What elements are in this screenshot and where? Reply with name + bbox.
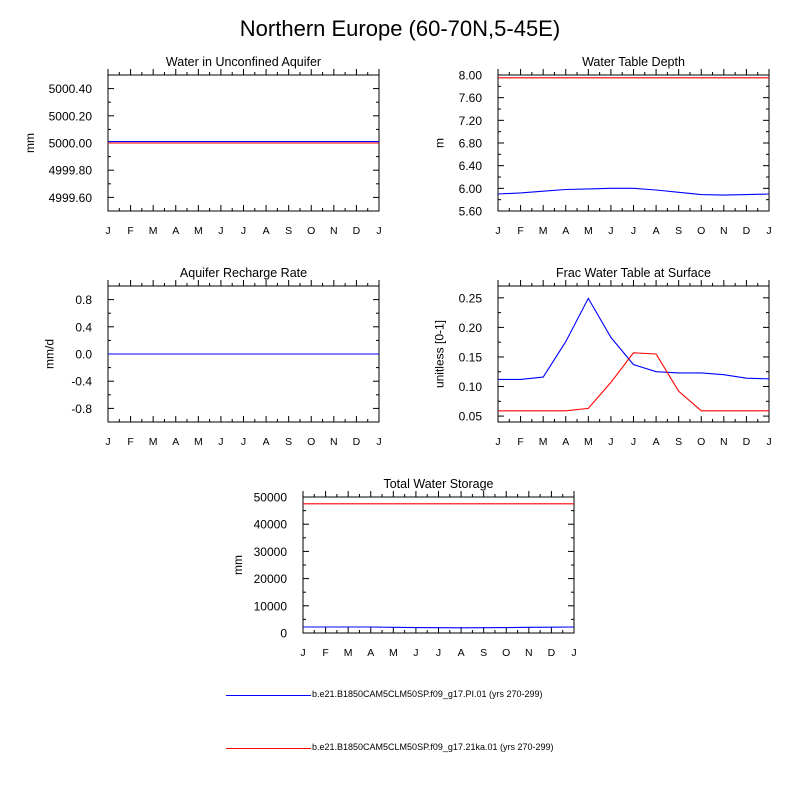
x-tick-label: J [630,436,637,448]
x-tick-label: O [307,225,316,237]
series-line [498,353,769,411]
x-tick-label: S [285,225,293,237]
y-tick-label: 6.80 [458,136,482,151]
y-tick-label: 30000 [253,544,287,559]
x-tick-label: M [343,647,353,659]
x-tick-label: A [262,225,270,237]
x-tick-label: N [720,436,728,448]
x-tick-label: D [742,225,751,237]
x-tick-label: J [413,647,419,659]
x-tick-label: M [148,436,158,448]
x-tick-label: J [218,436,224,448]
x-tick-label: S [480,647,488,659]
x-tick-label: J [766,225,772,237]
x-tick-label: A [457,647,465,659]
x-tick-label: J [105,436,111,448]
y-axis-label: m [432,138,447,148]
y-tick-label: 5000.40 [48,82,92,97]
x-tick-label: J [376,225,382,237]
x-tick-label: F [127,436,134,448]
y-tick-label: 0.20 [458,320,482,335]
x-tick-label: O [307,436,316,448]
x-tick-label: J [495,436,501,448]
x-tick-label: J [240,225,247,237]
plot-title: Water in Unconfined Aquifer [165,55,322,69]
x-tick-label: S [285,436,293,448]
x-tick-label: D [352,436,361,448]
x-tick-label: J [766,436,772,448]
y-tick-label: 0.25 [458,291,482,306]
y-tick-label: 6.00 [458,181,482,196]
x-tick-label: M [583,436,593,448]
legend-label-pi: b.e21.B1850CAM5CLM50SP.f09_g17.PI.01 (yrs 270-299) [312,689,543,699]
x-tick-label: A [172,225,180,237]
x-tick-label: M [388,647,398,659]
y-tick-label: 50000 [253,490,287,505]
x-tick-label: N [525,647,533,659]
plot-frame [498,75,769,211]
y-axis-label: unitless [0-1] [432,319,447,389]
x-tick-label: M [538,225,548,237]
y-tick-label: 4999.60 [48,190,92,205]
figure-title: Northern Europe (60-70N,5-45E) [239,16,561,41]
y-tick-label: 0.05 [458,409,482,424]
y-tick-label: 4999.80 [48,163,92,178]
x-tick-label: A [562,436,570,448]
plot-frame [498,286,769,422]
x-tick-label: O [697,436,706,448]
y-tick-label: 5000.20 [48,109,92,124]
y-tick-label: 0.4 [75,320,92,335]
y-axis-label: mm [22,133,37,153]
legend-line-pi [226,695,311,696]
y-tick-label: 6.40 [458,159,482,174]
plot-title: Water Table Depth [582,55,685,69]
y-tick-label: 7.60 [458,91,482,106]
y-tick-label: 0.0 [75,347,92,362]
y-tick-label: 0.10 [458,380,482,395]
x-tick-label: S [675,225,683,237]
x-tick-label: M [538,436,548,448]
x-tick-label: A [652,225,660,237]
plot-frame [303,497,574,633]
legend-label-21ka: b.e21.B1850CAM5CLM50SP.f09_g17.21ka.01 (yrs 270-299) [312,742,554,752]
y-tick-label: 8.00 [458,68,482,83]
x-tick-label: J [608,225,614,237]
x-tick-label: D [742,436,751,448]
y-tick-label: 5.60 [458,204,482,219]
x-tick-label: A [562,225,570,237]
y-tick-label: 0.15 [458,350,482,365]
x-tick-label: J [630,225,637,237]
x-tick-label: M [193,436,203,448]
x-tick-label: J [376,436,382,448]
y-tick-label: 20000 [253,572,287,587]
x-tick-label: J [240,436,247,448]
x-tick-label: M [148,225,158,237]
x-tick-label: J [218,225,224,237]
x-tick-label: J [300,647,306,659]
y-axis-label: mm [231,555,245,575]
x-tick-label: J [608,436,614,448]
y-tick-label: -0.4 [71,374,92,389]
x-tick-label: O [502,647,511,659]
x-tick-label: D [547,647,556,659]
x-tick-label: A [262,436,270,448]
y-tick-label: 10000 [253,599,287,614]
x-tick-label: A [652,436,660,448]
x-tick-label: J [571,647,577,659]
x-tick-label: F [517,436,524,448]
legend-line-21ka [226,748,311,749]
x-tick-label: A [172,436,180,448]
x-tick-label: J [495,225,501,237]
x-tick-label: F [517,225,524,237]
x-tick-label: N [720,225,728,237]
x-tick-label: S [675,436,683,448]
x-tick-label: A [367,647,375,659]
series-line [498,298,769,379]
x-tick-label: M [193,225,203,237]
plot-title: Total Water Storage [383,477,494,491]
x-tick-label: J [105,225,111,237]
y-tick-label: 0.8 [75,293,92,308]
y-tick-label: -0.8 [71,401,92,416]
x-tick-label: F [127,225,134,237]
y-axis-label: mm/d [42,339,57,369]
y-tick-label: 0 [280,626,287,641]
y-tick-label: 7.20 [458,113,482,128]
y-tick-label: 40000 [253,517,287,532]
x-tick-label: J [435,647,442,659]
x-tick-label: O [697,225,706,237]
y-tick-label: 5000.00 [48,136,92,151]
x-tick-label: M [583,225,593,237]
plot-title: Frac Water Table at Surface [556,266,711,280]
x-tick-label: N [330,436,338,448]
x-tick-label: D [352,225,361,237]
x-tick-label: F [322,647,329,659]
series-line [498,188,769,195]
plot-title: Aquifer Recharge Rate [179,266,308,280]
x-tick-label: N [330,225,338,237]
